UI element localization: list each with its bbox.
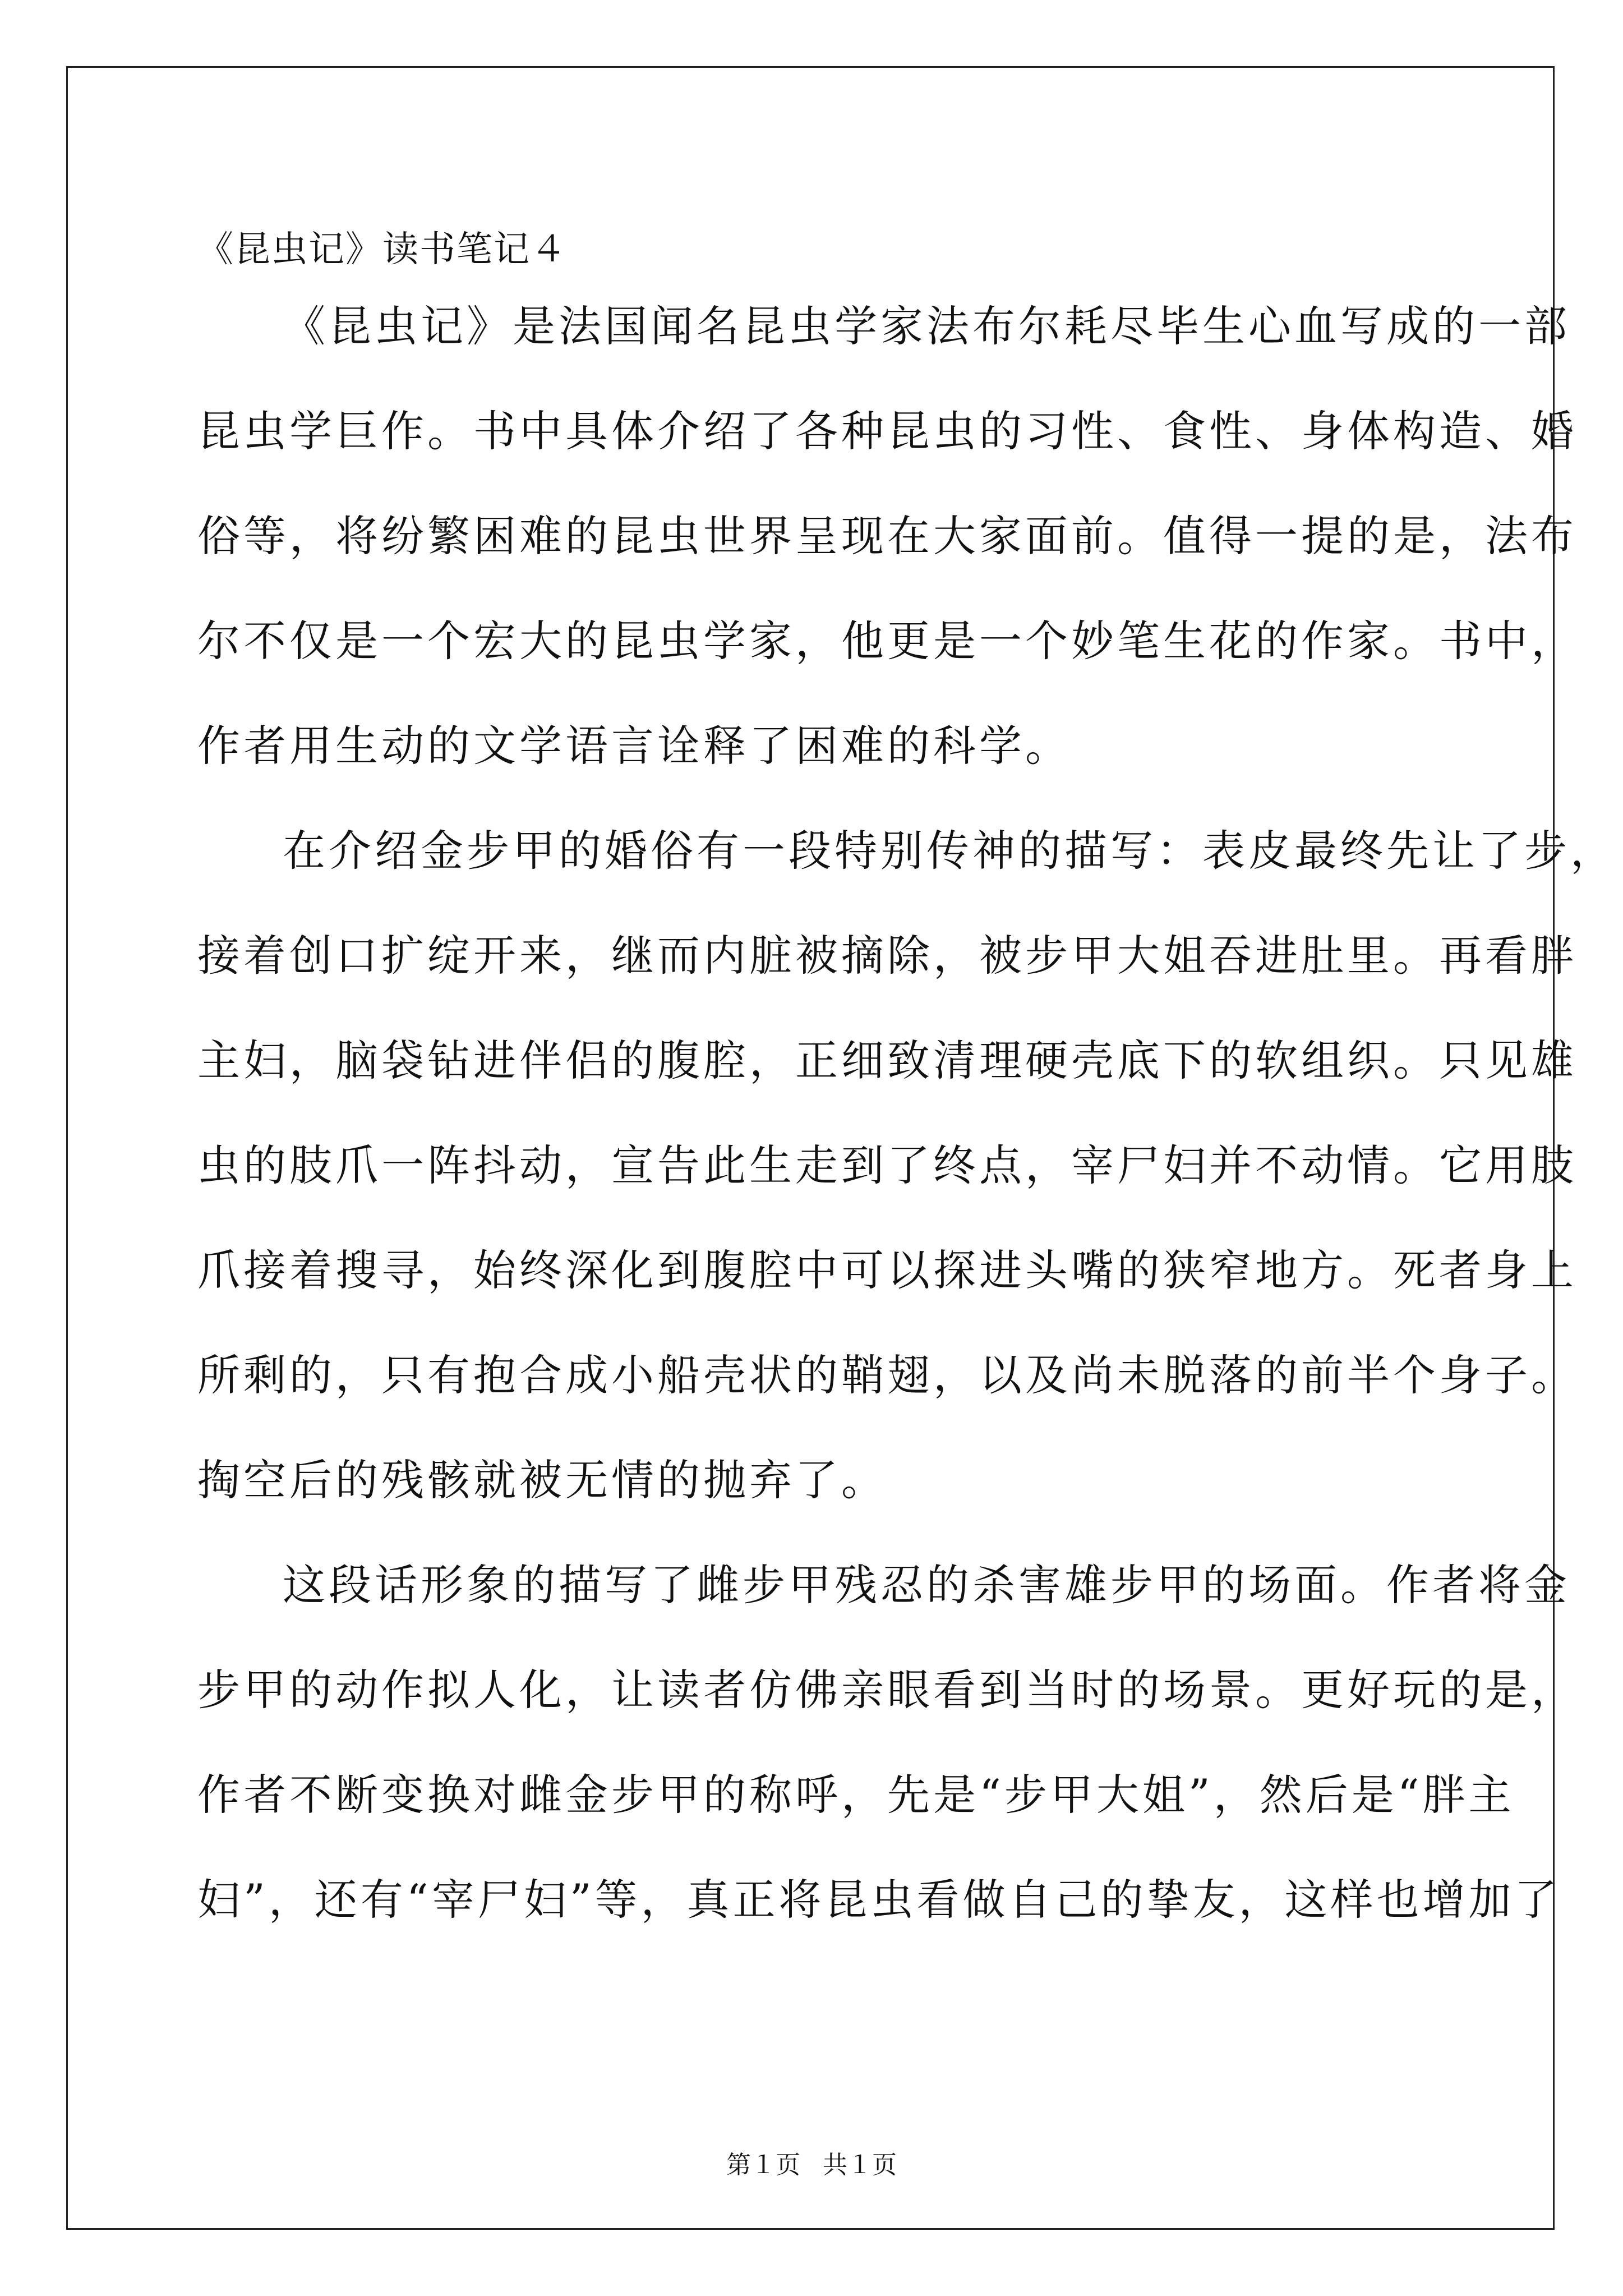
text-line: 尔不仅是一个宏大的昆虫学家，他更是一个妙笔生花的作家。书中， [197, 616, 1577, 666]
text-line: 步甲的动作拟人化，让读者仿佛亲眼看到当时的场景。更好玩的是， [197, 1665, 1577, 1715]
text-line: 作者不断变换对雌金步甲的称呼，先是“步甲大姐”，然后是“胖主 [197, 1770, 1515, 1820]
text-line: 在介绍金步甲的婚俗有一段特别传神的描写：表皮最终先让了步， [283, 826, 1616, 876]
text-line: 爪接着搜寻，始终深化到腹腔中可以探进头嘴的狭窄地方。死者身上 [197, 1245, 1577, 1295]
text-line: 虫的肢爪一阵抖动，宣告此生走到了终点，宰尸妇并不动情。它用肢 [197, 1140, 1577, 1190]
text-line: 所剩的，只有抱合成小船壳状的鞘翅，以及尚未脱落的前半个身子。 [197, 1350, 1577, 1400]
text-line: 接着创口扩绽开来，继而内脏被摘除，被步甲大姐吞进肚里。再看胖 [197, 931, 1577, 981]
document-title: 《昆虫记》读书笔记４ [197, 229, 568, 270]
text-line: 作者用生动的文学语言诠释了困难的科学。 [197, 721, 1071, 771]
page-count: 共１页 [823, 2151, 897, 2179]
document-body [197, 298, 1616, 1977]
text-line: 俗等，将纷繁困难的昆虫世界呈现在大家面前。值得一提的是，法布 [197, 511, 1577, 561]
page-footer [0, 2148, 1623, 2182]
text-line: 妇”，还有“宰尸妇”等，真正将昆虫看做自己的挚友，这样也增加了 [197, 1875, 1561, 1925]
text-line: 《昆虫记》是法国闻名昆虫学家法布尔耗尽毕生心血写成的一部 [283, 301, 1570, 351]
text-line: 这段话形象的描写了雌步甲残忍的杀害雄步甲的场面。作者将金 [283, 1560, 1570, 1610]
text-line: 昆虫学巨作。书中具体介绍了各种昆虫的习性、食性、身体构造、婚 [197, 406, 1577, 456]
page-number: 第１页 [726, 2151, 800, 2179]
text-line: 主妇，脑袋钻进伴侣的腹腔，正细致清理硬壳底下的软组织。只见雄 [197, 1036, 1577, 1085]
text-line: 掏空后的残骸就被无情的抛弃了。 [197, 1455, 887, 1505]
